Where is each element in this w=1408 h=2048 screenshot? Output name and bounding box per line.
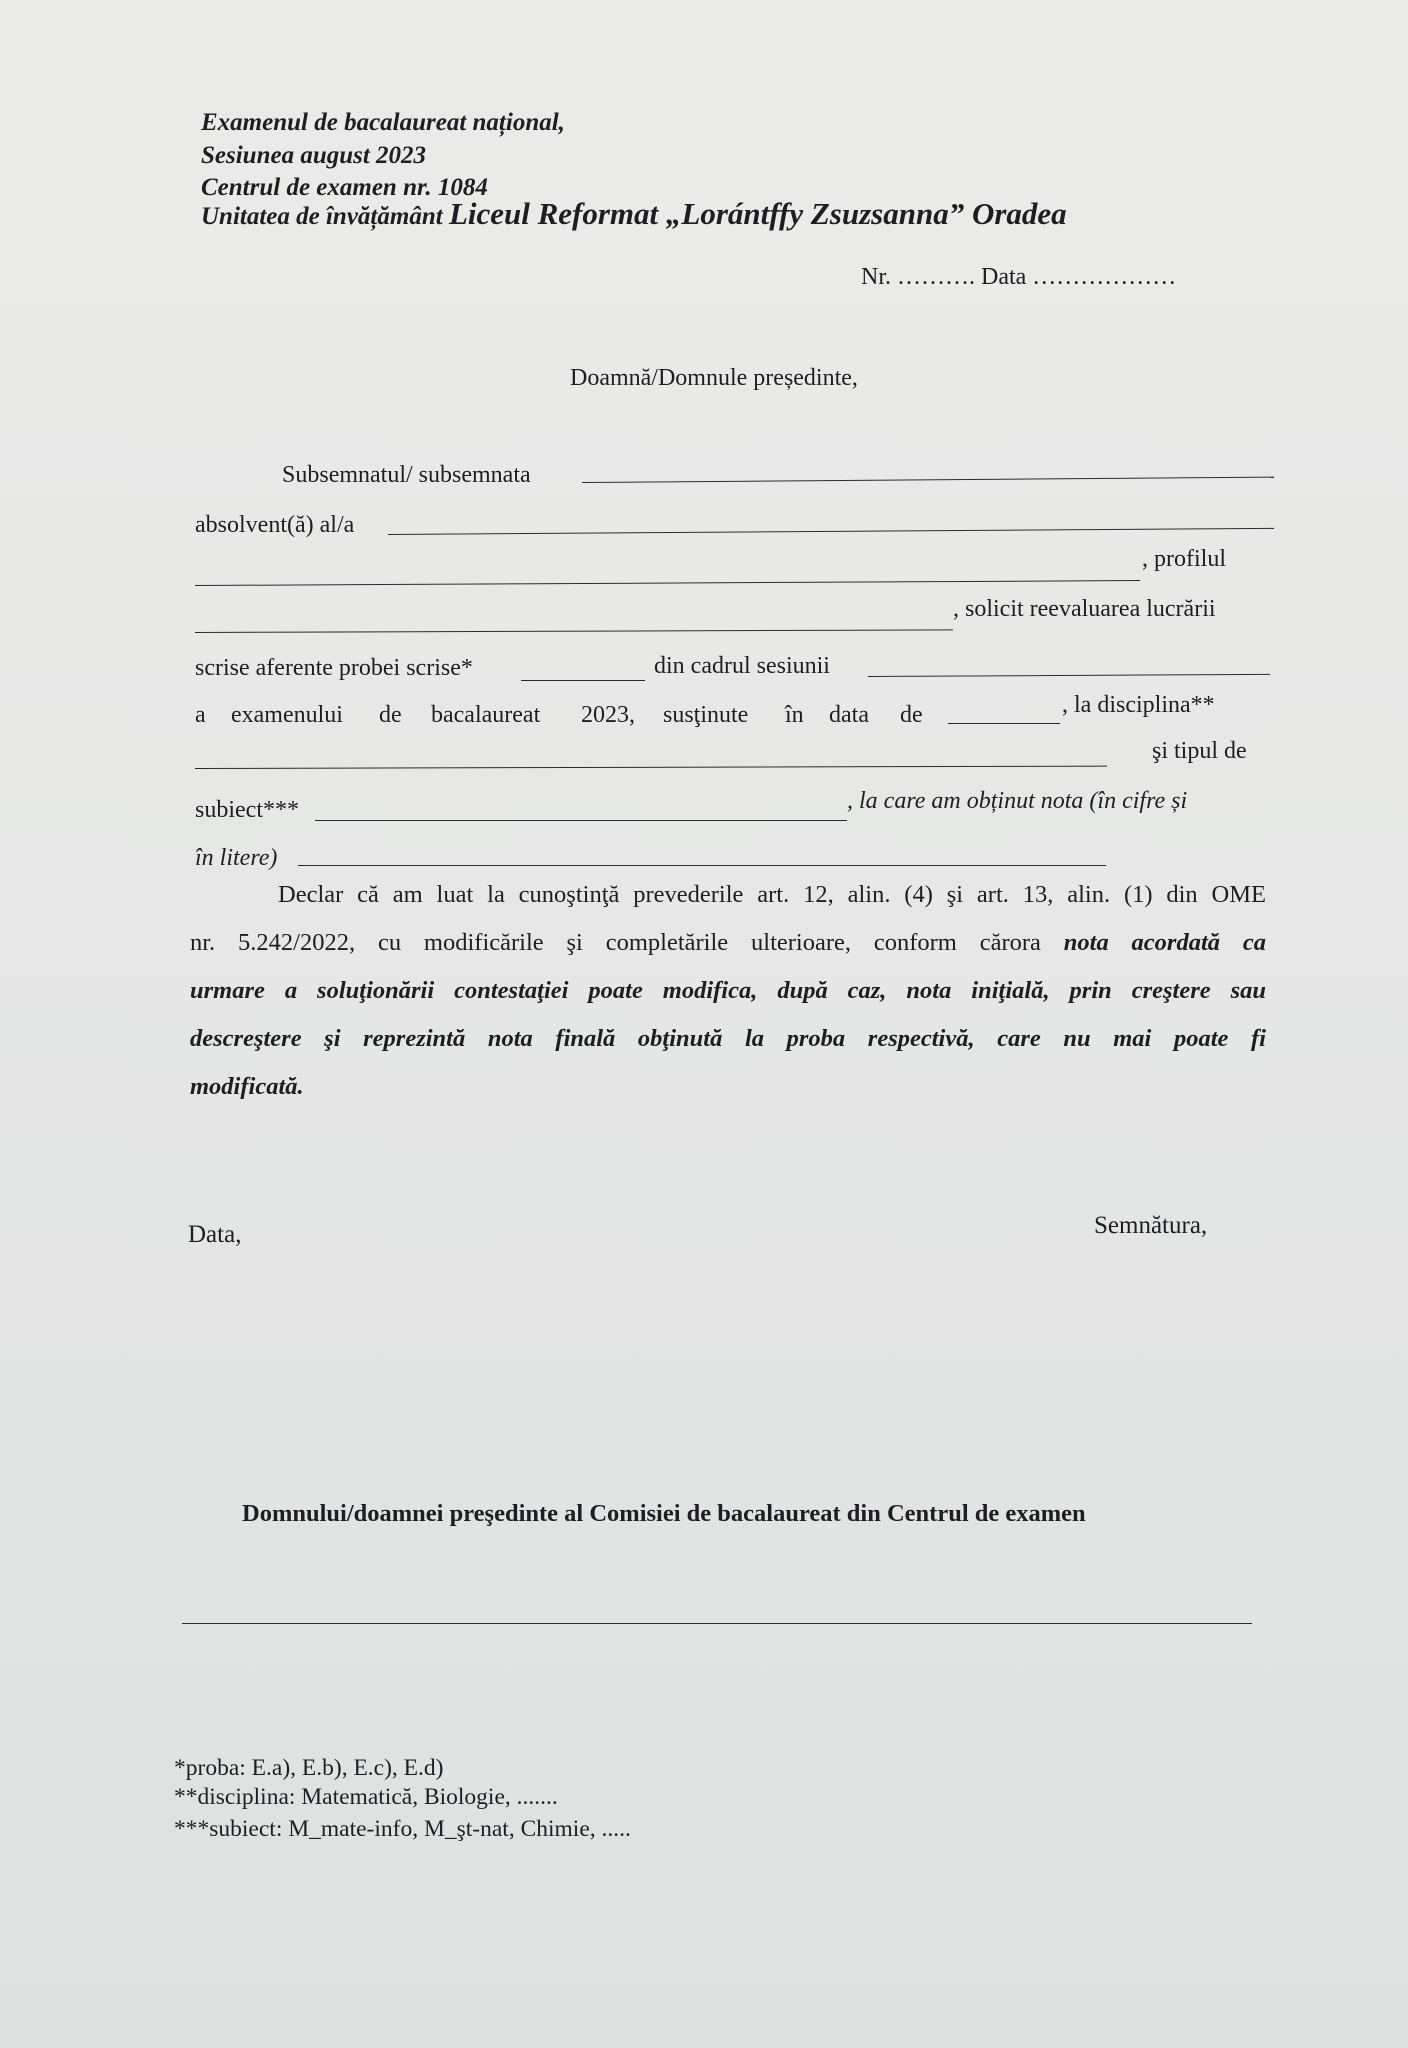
registry-number-date: Nr. ………. Data ……………… [861, 264, 1177, 290]
school-unit-prefix: Unitatea de învățământ [201, 203, 443, 230]
declaration-line-3: urmare a soluţionării contestaţiei poate modifica, după caz, nota iniţială, prin creştere sau [190, 977, 1266, 1004]
la-disciplina-label: , la disciplina** [1062, 692, 1215, 718]
declaration-line-5: modificată. [190, 1073, 304, 1100]
date-label: Data, [188, 1221, 242, 1248]
declaration-line-1: Declar că am luat la cunoştinţă prevederile art. 12, alin. (4) şi art. 13, alin. (1) din OME [278, 881, 1266, 908]
exam-date-field[interactable] [948, 723, 1060, 724]
addressee: Domnului/doamnei preşedinte al Comisiei de bacalaureat din Centrul de examen [242, 1500, 1086, 1527]
declaration-line-4: descreştere şi reprezintă nota finală obţinută la proba respectivă, care nu mai poate fi [190, 1025, 1266, 1052]
footnote-disciplina: **disciplina: Matematică, Biologie, ....... [174, 1784, 558, 1810]
grade-field[interactable] [298, 865, 1106, 866]
absolvent-label: absolvent(ă) al/a [195, 512, 355, 538]
signature-label: Semnătura, [1094, 1212, 1208, 1239]
profilul-label: , profilul [1142, 546, 1226, 572]
scrise-label: scrise aferente probei scrise* [195, 655, 473, 681]
exam-center-field[interactable] [182, 1623, 1252, 1624]
exam-title: Examenul de bacalaureat național, [201, 109, 565, 136]
school-unit [201, 196, 1067, 232]
school-name: Liceul Reformat „Lorántffy Zsuzsanna” Oradea [448, 196, 1067, 231]
session-label: Sesiunea august 2023 [201, 142, 427, 169]
solicit-label: , solicit reevaluarea lucrării [953, 596, 1216, 622]
footnote-proba: *proba: E.a), E.b), E.c), E.d) [174, 1755, 444, 1781]
exam-center: Centrul de examen nr. 1084 [201, 174, 488, 201]
subiect-label: subiect*** [195, 797, 299, 823]
declaration-paragraph [190, 871, 1266, 1111]
din-cadrul-label: din cadrul sesiunii [654, 653, 830, 679]
in-litere-label: în litere) [195, 845, 278, 871]
probe-field[interactable] [521, 680, 645, 681]
si-tipul-label: şi tipul de [1152, 738, 1247, 764]
declaration-line-2: nr. 5.242/2022, cu modificările şi completările ulterioare, conform cărora nota acordată ca [190, 929, 1267, 956]
subsemnatul-label: Subsemnatul/ subsemnata [282, 462, 531, 488]
salutation: Doamnă/Domnule președinte, [570, 365, 858, 391]
footnote-subiect: ***subiect: M_mate-info, M_şt-nat, Chimie, ..... [174, 1816, 631, 1842]
subject-type-field[interactable] [315, 820, 847, 821]
nota-label: , la care am obținut nota (în cifre și [847, 788, 1188, 814]
